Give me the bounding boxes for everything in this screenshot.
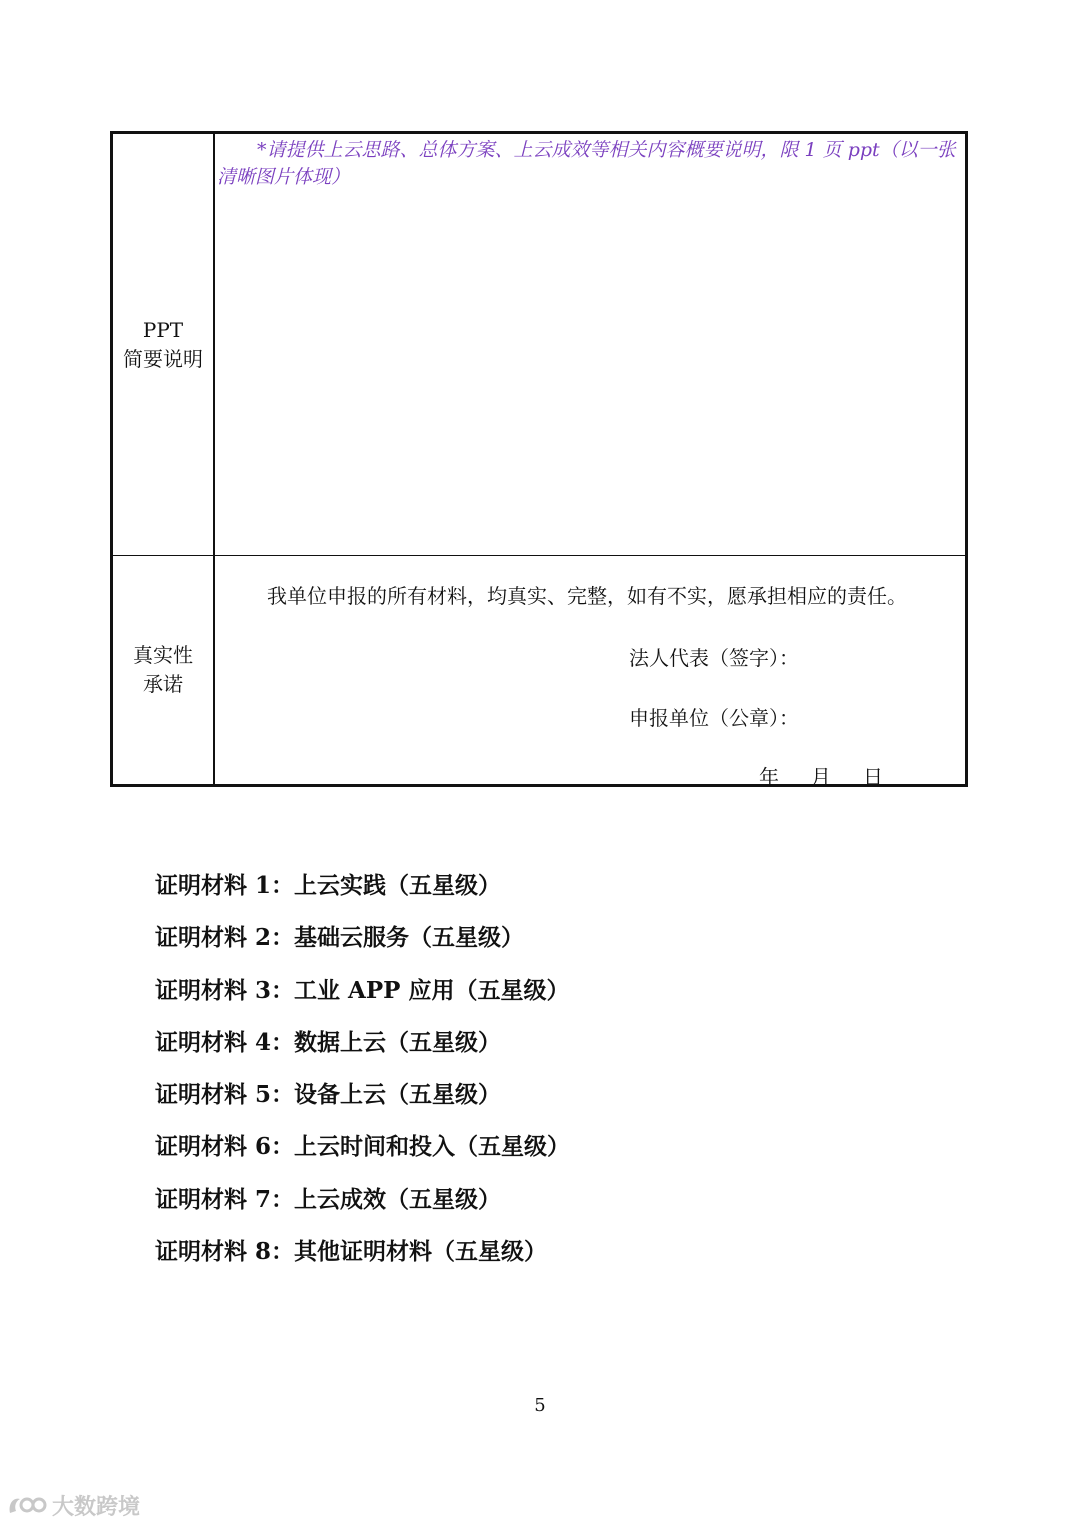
date-year: 年	[759, 765, 779, 789]
ppt-summary-label	[113, 134, 215, 555]
ppt-instruction-note: *请提供上云思路、总体方案、上云成效等相关内容概要说明，限 1 页 ppt（以一张清晰图片体现）	[217, 139, 956, 188]
ppt-label-line1: PPT	[142, 317, 184, 342]
application-form-table	[110, 131, 968, 787]
attachment-item: 证明材料 7：上云成效（五星级）	[155, 1185, 502, 1213]
attachment-item: 证明材料 6：上云时间和投入（五星级）	[155, 1133, 571, 1161]
attachment-list	[155, 868, 570, 1286]
date-line	[759, 761, 883, 790]
ppt-summary-row	[113, 134, 965, 556]
brand-logo-icon	[6, 1493, 48, 1519]
date-month: 月	[811, 765, 831, 789]
attachment-item: 证明材料 4：数据上云（五星级）	[155, 1028, 502, 1056]
authenticity-pledge-row	[113, 556, 965, 789]
attachment-item: 证明材料 3：工业 APP 应用（五星级）	[155, 976, 570, 1004]
pledge-label-line2: 承诺	[143, 672, 183, 696]
authenticity-pledge-label	[113, 556, 215, 784]
attachment-item: 证明材料 5：设备上云（五星级）	[155, 1081, 502, 1109]
pledge-statement: 我单位申报的所有材料，均真实、完整，如有不实，愿承担相应的责任。	[267, 584, 907, 608]
page-number: 5	[534, 1395, 546, 1416]
watermark-text: 大数跨境	[52, 1495, 141, 1520]
attachment-item: 证明材料 1：上云实践（五星级）	[155, 872, 502, 899]
date-day: 日	[863, 765, 883, 789]
pledge-label-line1: 真实性	[133, 643, 193, 667]
ppt-label-line2: 简要说明	[123, 346, 203, 371]
attachment-item: 证明材料 8：其他证明材料（五星级）	[155, 1238, 548, 1266]
applicant-unit-seal: 申报单位（公章）：	[629, 706, 799, 730]
authenticity-pledge-content	[215, 556, 965, 789]
watermark	[6, 1490, 140, 1521]
ppt-summary-content[interactable]	[215, 134, 965, 555]
attachment-item: 证明材料 2：基础云服务（五星级）	[155, 924, 525, 952]
legal-representative-signature: 法人代表（签字）：	[629, 646, 799, 670]
